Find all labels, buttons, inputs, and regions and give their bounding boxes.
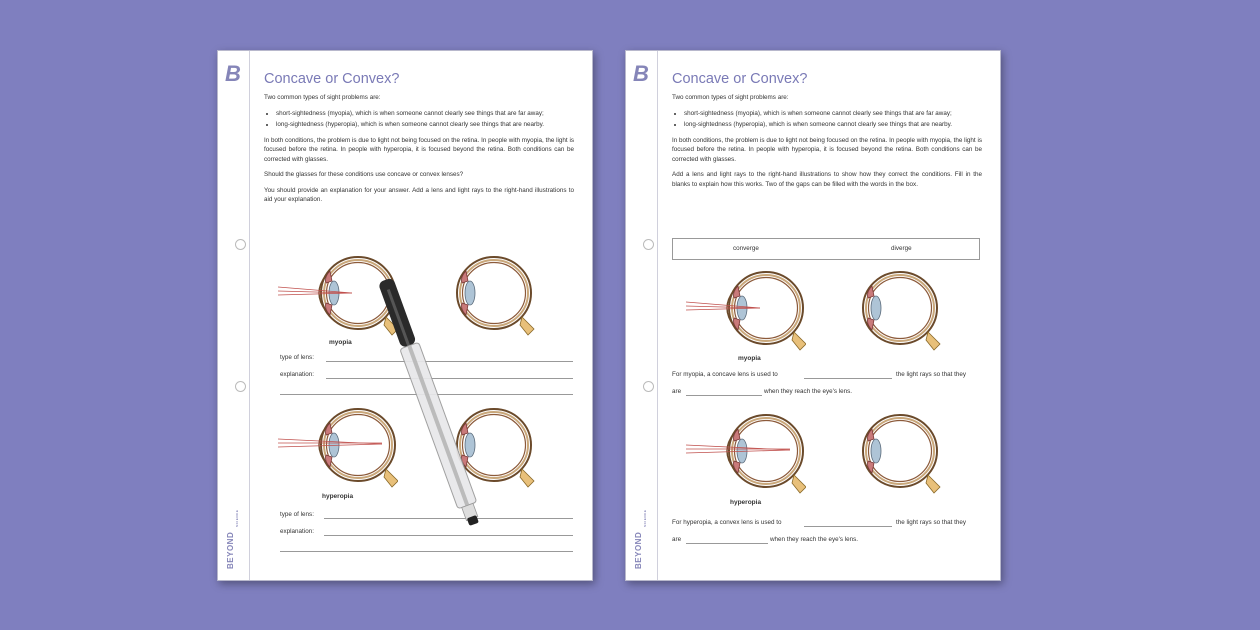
page-title: Concave or Convex?: [672, 71, 808, 87]
margin-line: [249, 51, 250, 580]
blank-line[interactable]: [686, 543, 768, 544]
myopia-eye-with-rays-icon: [686, 266, 806, 356]
list-item: • short-sightedness (myopia), which is when someone cannot clearly see things that are far away;: [276, 109, 574, 119]
fill-text: For myopia, a concave lens is used to: [672, 371, 778, 378]
explanation-label: explanation:: [280, 528, 314, 535]
worksheet-right: [625, 50, 1001, 581]
word-box: [672, 238, 980, 260]
fill-text: For hyperopia, a convex lens is used to: [672, 519, 782, 526]
word-diverge: diverge: [891, 245, 912, 252]
answer-line[interactable]: [280, 551, 573, 552]
brand-vertical: BEYOND SCIENCE: [634, 509, 647, 569]
paragraph: In both conditions, the problem is due to light not being focused on the retina. In people with myopia, the light is focused before the retina. In people with hyperopia, it is focused beyond the retina. Both conditions can be corrected with glasses.: [264, 136, 574, 163]
blank-line[interactable]: [804, 378, 892, 379]
bullet-list: [672, 109, 982, 130]
punch-hole-icon: [643, 239, 654, 250]
caption-myopia: myopia: [329, 339, 352, 346]
word-converge: converge: [733, 245, 759, 252]
blank-line[interactable]: [686, 395, 762, 396]
fill-text: the light rays so that they: [896, 371, 967, 378]
punch-hole-icon: [235, 239, 246, 250]
fill-text: when they reach the eye's lens.: [770, 536, 859, 543]
punch-hole-icon: [643, 381, 654, 392]
list-item: • long-sightedness (hyperopia), which is when someone cannot clearly see things that are nearby.: [276, 120, 574, 130]
intro-text: Two common types of sight problems are:: [672, 94, 789, 101]
fill-text: the light rays so that they: [896, 519, 967, 526]
worksheet-content: [264, 71, 574, 211]
intro-text: Two common types of sight problems are:: [264, 94, 381, 101]
brand-vertical: BEYOND SCIENCE: [226, 509, 239, 569]
worksheet-content: [672, 71, 982, 195]
beyond-logo-icon: B: [633, 61, 649, 86]
fill-text: when they reach the eye's lens.: [764, 388, 853, 395]
list-item: • short-sightedness (myopia), which is when someone cannot clearly see things that are far away;: [684, 109, 982, 119]
fill-text: are: [672, 536, 682, 543]
page-title: Concave or Convex?: [264, 71, 400, 87]
caption-myopia: myopia: [738, 355, 761, 362]
margin-line: [657, 51, 658, 580]
ballpoint-pen-icon: [360, 270, 480, 550]
instruction-text: You should provide an explanation for your answer. Add a lens and light rays to the right-hand illustrations to aid your explanation.: [264, 186, 574, 203]
blank-line[interactable]: [804, 526, 892, 527]
myopia-eye-blank-icon: [856, 266, 946, 356]
question-text: Should the glasses for these conditions use concave or convex lenses?: [264, 171, 464, 178]
caption-hyperopia: hyperopia: [730, 499, 762, 506]
fill-text: are: [672, 388, 682, 395]
beyond-logo-icon: B: [225, 61, 241, 86]
explanation-label: explanation:: [280, 371, 314, 378]
hyperopia-eye-blank-icon: [856, 409, 946, 499]
list-item: • long-sightedness (hyperopia), which is when someone cannot clearly see things that are nearby.: [684, 120, 982, 130]
type-of-lens-label: type of lens:: [280, 511, 314, 518]
bullet-list: [264, 109, 574, 130]
instruction-text: Add a lens and light rays to the right-hand illustrations to show how they correct the conditions. Fill in the blanks to explain how this works. Two of the gaps can be filled with the words in the box.: [672, 171, 982, 188]
punch-hole-icon: [235, 381, 246, 392]
caption-hyperopia: hyperopia: [322, 493, 354, 500]
hyperopia-eye-with-rays-icon: [686, 409, 806, 499]
paragraph: In both conditions, the problem is due to light not being focused on the retina. In people with myopia, the light is focused before the retina. In people with hyperopia, it is focused beyond the retina. Both conditions can be corrected with glasses.: [672, 136, 982, 163]
type-of-lens-label: type of lens:: [280, 354, 314, 361]
